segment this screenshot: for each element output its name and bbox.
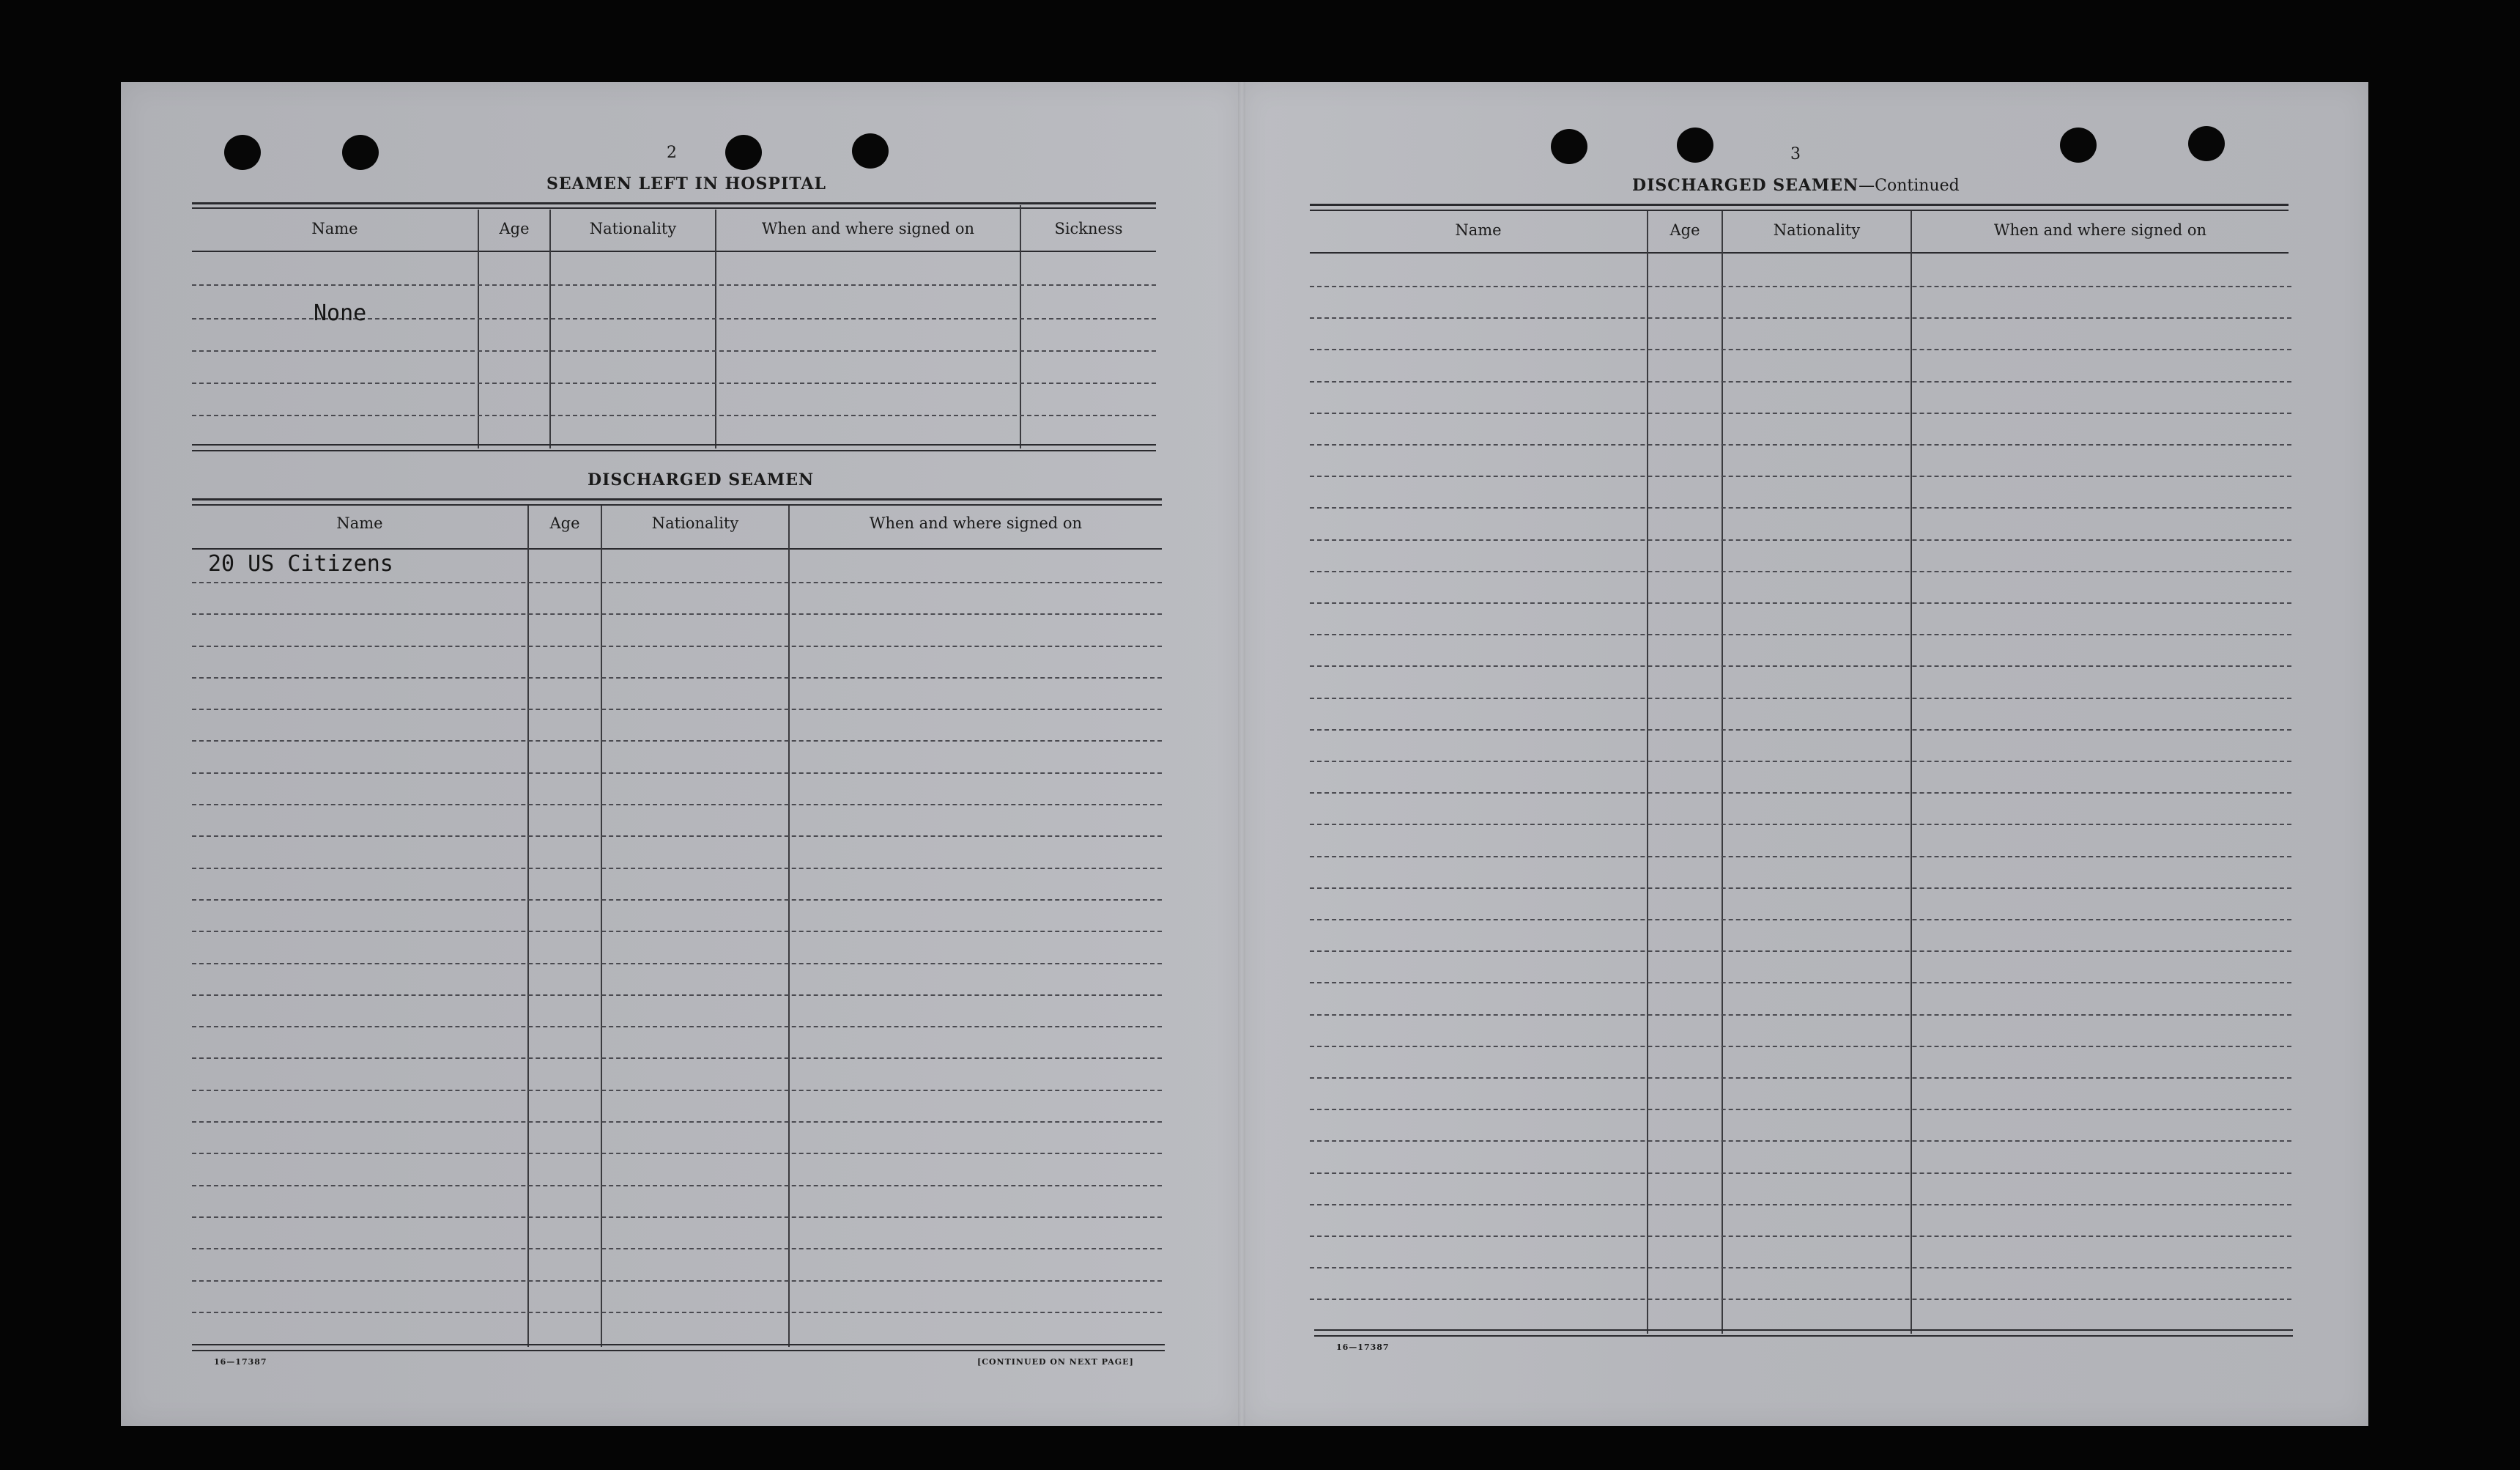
column-header: Age: [499, 220, 530, 237]
row-line: [1310, 761, 2291, 762]
column-divider: [1722, 211, 1723, 1334]
table-rule: [192, 1344, 1165, 1345]
row-line: [192, 994, 1162, 996]
row-line: [1310, 286, 2291, 287]
table-rule: [192, 504, 1162, 506]
row-line: [192, 1248, 1162, 1249]
column-header: When and where signed on: [869, 514, 1083, 532]
continued-title-main: DISCHARGED SEAMEN: [1632, 176, 1859, 195]
table-rule: [1310, 210, 2289, 211]
column-divider: [788, 506, 790, 1347]
table-rule: [192, 444, 1156, 446]
table-rule: [192, 450, 1156, 451]
column-divider: [715, 210, 716, 448]
row-line: [1310, 1204, 2291, 1205]
row-line: [1310, 824, 2291, 825]
punch-hole: [2188, 126, 2225, 161]
row-line: [1310, 919, 2291, 920]
row-line: [192, 740, 1162, 742]
discharged-entry: 20 US Citizens: [208, 551, 393, 577]
continued-title-suffix: —Continued: [1858, 177, 1960, 195]
punch-hole: [224, 135, 261, 170]
row-line: [192, 1057, 1162, 1059]
discharged-section-title: DISCHARGED SEAMEN: [588, 470, 815, 490]
row-line: [1310, 792, 2291, 794]
punch-hole: [342, 135, 379, 170]
row-line: [1310, 665, 2291, 667]
row-line: [1310, 349, 2291, 350]
table-rule: [1310, 204, 2289, 206]
column-header: Nationality: [1773, 221, 1861, 239]
row-line: [1310, 1140, 2291, 1142]
column-divider: [1020, 205, 1021, 448]
row-line: [192, 868, 1162, 869]
row-line: [192, 1312, 1162, 1313]
table-rule: [192, 202, 1156, 204]
row-line: [192, 1216, 1162, 1218]
continued-note: [CONTINUED ON NEXT PAGE]: [977, 1357, 1134, 1367]
row-line: [1310, 1077, 2291, 1079]
row-line: [192, 709, 1162, 710]
row-line: [1310, 1236, 2291, 1237]
row-line: [192, 804, 1162, 805]
column-header: Name: [1455, 221, 1502, 239]
punch-hole: [725, 135, 762, 170]
table-rule: [192, 1350, 1165, 1351]
row-line: [192, 646, 1162, 647]
right-page: [1242, 82, 2368, 1426]
row-line: [192, 1121, 1162, 1123]
row-line: [1310, 1046, 2291, 1047]
row-line: [1310, 634, 2291, 635]
row-line: [192, 1026, 1162, 1027]
row-line: [1310, 1109, 2291, 1110]
hospital-section-title: SEAMEN LEFT IN HOSPITAL: [546, 174, 826, 193]
row-line: [1310, 856, 2291, 857]
column-header: Age: [1670, 221, 1700, 239]
form-number: 16—17387: [214, 1357, 267, 1367]
column-header: Name: [311, 220, 358, 237]
row-line: [192, 415, 1156, 416]
row-line: [192, 677, 1162, 679]
column-divider: [1647, 211, 1648, 1334]
row-line: [1310, 413, 2291, 414]
column-header: When and where signed on: [761, 220, 975, 237]
row-line: [192, 899, 1162, 901]
page-number: 2: [667, 144, 677, 162]
row-line: [192, 350, 1156, 352]
punch-hole: [1551, 129, 1587, 164]
row-line: [1310, 507, 2291, 509]
row-line: [192, 1185, 1162, 1186]
column-divider: [1911, 211, 1912, 1334]
row-line: [1310, 317, 2291, 319]
column-divider: [549, 210, 551, 448]
row-line: [1310, 887, 2291, 889]
row-line: [192, 284, 1156, 286]
table-rule: [1314, 1329, 2293, 1331]
row-line: [1310, 1299, 2291, 1300]
row-line: [1310, 444, 2291, 446]
table-rule: [192, 498, 1162, 501]
row-line: [1310, 950, 2291, 952]
row-line: [192, 383, 1156, 384]
row-line: [1310, 1014, 2291, 1016]
row-line: [192, 772, 1162, 774]
table-rule: [192, 251, 1156, 252]
table-rule: [1314, 1335, 2293, 1337]
row-line: [1310, 571, 2291, 572]
row-line: [192, 931, 1162, 932]
row-line: [1310, 476, 2291, 477]
table-rule: [192, 207, 1156, 209]
column-divider: [478, 210, 479, 448]
table-rule: [1310, 252, 2289, 254]
page-number: 3: [1790, 145, 1801, 163]
row-line: [1310, 982, 2291, 983]
column-divider: [527, 506, 529, 1347]
row-line: [192, 1090, 1162, 1091]
row-line: [1310, 1172, 2291, 1174]
row-line: [192, 1280, 1162, 1282]
column-header: Nationality: [651, 514, 739, 532]
column-header: Age: [549, 514, 580, 532]
continued-section-title: [1632, 176, 1960, 195]
row-line: [192, 582, 1162, 583]
row-line: [1310, 1267, 2291, 1268]
column-divider: [601, 506, 602, 1347]
column-header: Nationality: [589, 220, 677, 237]
punch-hole: [1677, 128, 1713, 163]
column-header: Name: [336, 514, 383, 532]
row-line: [1310, 602, 2291, 604]
row-line: [192, 963, 1162, 964]
row-line: [192, 613, 1162, 615]
column-header: Sickness: [1054, 220, 1123, 237]
row-line: [1310, 698, 2291, 699]
row-line: [192, 1153, 1162, 1154]
form-number: 16—17387: [1336, 1342, 1390, 1352]
row-line: [1310, 381, 2291, 383]
punch-hole: [2060, 128, 2097, 163]
column-header: When and where signed on: [1993, 221, 2207, 239]
row-line: [1310, 729, 2291, 731]
page-fold: [1238, 82, 1245, 1426]
table-rule: [192, 548, 1162, 550]
hospital-entry: None: [314, 300, 367, 326]
punch-hole: [852, 133, 889, 169]
row-line: [1310, 539, 2291, 541]
row-line: [192, 835, 1162, 837]
